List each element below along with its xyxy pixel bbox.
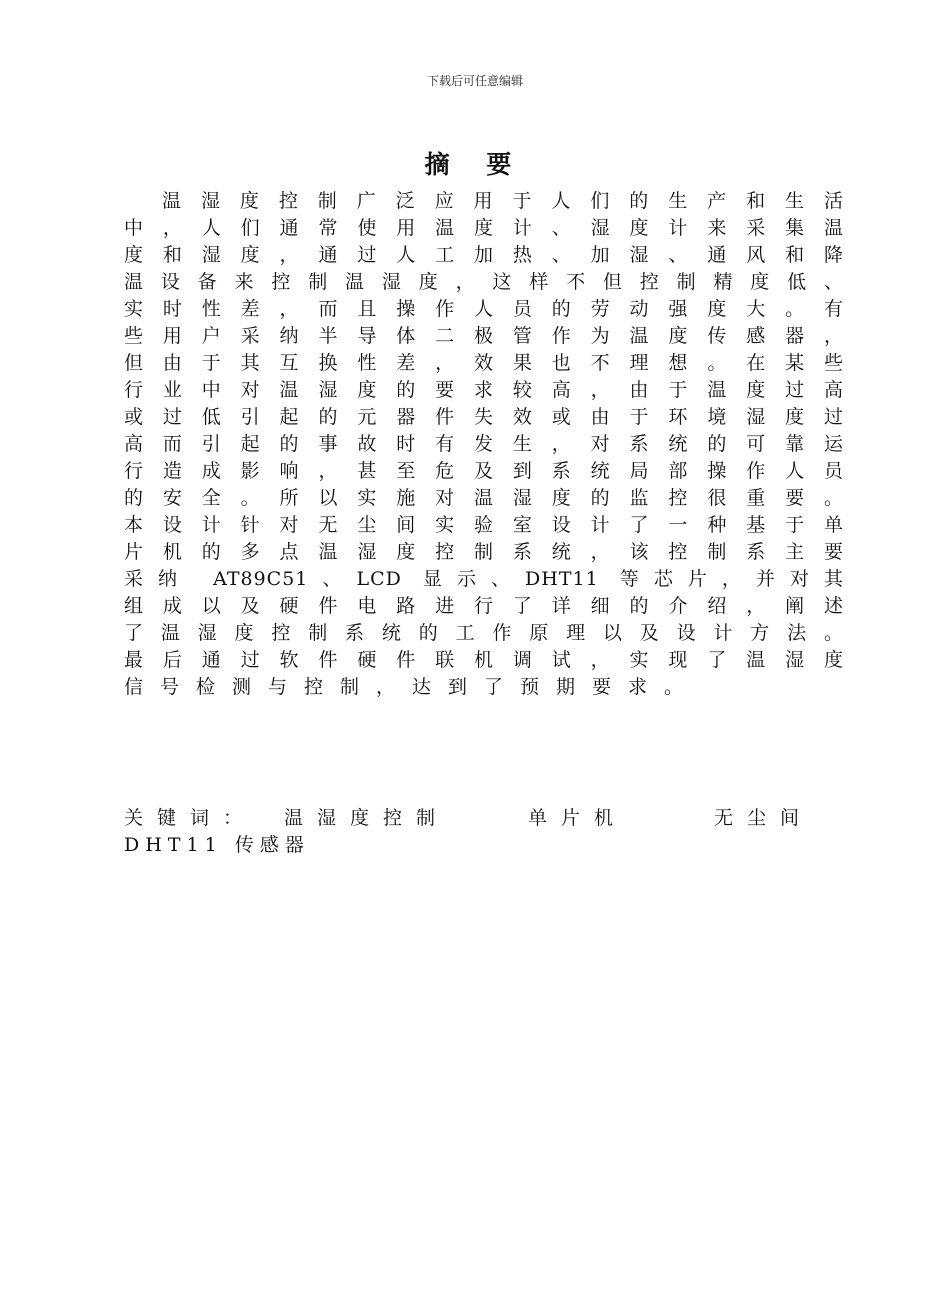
abstract-line: 最后通过软件硬件联机调试，实现了温湿度 bbox=[124, 649, 844, 671]
abstract-title: 摘 要 bbox=[424, 150, 526, 179]
abstract-line: 行造成影响，甚至危及到系统局部操作人员 bbox=[124, 460, 844, 482]
keywords-row bbox=[124, 805, 814, 832]
abstract-line: 温设备来控制温湿度，这样不但控制精度低、 bbox=[124, 271, 844, 293]
abstract-line: 片机的多点温湿度控制系统，该控制系主要 bbox=[124, 541, 844, 563]
abstract-line: 采纳 AT89C51、LCD 显示、DHT11 等芯片，并对其 bbox=[124, 568, 844, 590]
keywords-block bbox=[124, 805, 814, 859]
abstract-line: 实时性差，而且操作人员的劳动强度大。有 bbox=[124, 298, 844, 320]
abstract-line: 些用户采纳半导体二极管作为温度传感器， bbox=[124, 325, 844, 347]
abstract-line: 温湿度控制广泛应用于人们的生产和生活 bbox=[162, 190, 844, 212]
header-note: 下载后可任意编辑 bbox=[426, 74, 523, 88]
abstract-line: 或过低引起的元器件失效或由于环境湿度过 bbox=[124, 406, 844, 428]
abstract-line: 中，人们通常使用温度计、湿度计来采集温 bbox=[124, 217, 844, 239]
abstract-line: 高而引起的事故时有发生，对系统的可靠运 bbox=[124, 433, 844, 455]
keywords-row bbox=[124, 832, 814, 859]
keywords-label: 关键词： bbox=[124, 807, 257, 829]
keyword-item: DHT11 传感器 bbox=[124, 834, 310, 856]
abstract-line: 行业中对温湿度的要求较高，由于温度过高 bbox=[124, 379, 844, 401]
abstract-line: 本设计针对无尘间实验室设计了一种基于单 bbox=[124, 514, 844, 536]
keyword-item: 温湿度控制 bbox=[284, 807, 450, 829]
abstract-line: 了温湿度控制系统的工作原理以及设计方法。 bbox=[124, 622, 844, 644]
abstract-line: 但由于其互换性差，效果也不理想。在某些 bbox=[124, 352, 844, 374]
abstract-line-last: 信号检测与控制，达到了预期要求。 bbox=[124, 676, 701, 698]
abstract-line: 组成以及硬件电路进行了详细的介绍，阐述 bbox=[124, 595, 844, 617]
abstract-line: 的安全。所以实施对温湿度的监控很重要。 bbox=[124, 487, 844, 509]
keyword-item: 无尘间 bbox=[714, 807, 814, 829]
abstract-body bbox=[124, 188, 844, 701]
keyword-item: 单片机 bbox=[528, 807, 628, 829]
abstract-line: 度和湿度，通过人工加热、加湿、通风和降 bbox=[124, 244, 844, 266]
